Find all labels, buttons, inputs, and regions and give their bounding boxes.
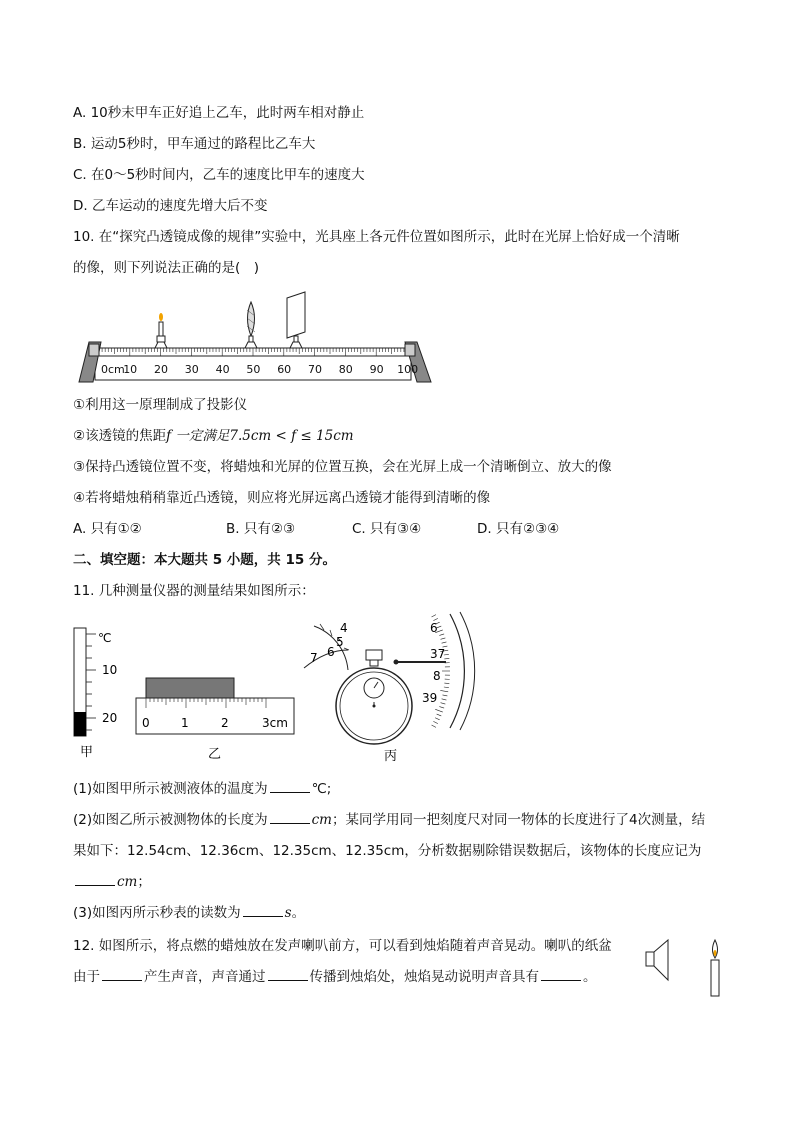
bench-tick-label: 10	[123, 363, 138, 376]
q11-sub2-blank[interactable]	[270, 811, 310, 824]
bench-tick-label: 100	[397, 363, 419, 376]
q10-stem-line2: 的像，则下列说法正确的是( )	[73, 260, 260, 276]
bench-tick-label: 50	[246, 363, 261, 376]
q10-option-b: B. 只有②③	[226, 521, 296, 537]
q12-line2-b: 产生声音，声音通过	[144, 969, 266, 985]
q12-line1: 12. 如图所示，将点燃的蜡烛放在发声喇叭前方，可以看到烛焰随着声音晃动。喇叭的纸盆	[73, 938, 612, 954]
q12-blank-2[interactable]	[268, 968, 308, 981]
q12-blank-1[interactable]	[102, 968, 142, 981]
q11-sub2-unit: cm	[311, 812, 332, 828]
stopwatch-big-37: 37	[430, 647, 446, 661]
stopwatch-big-39: 39	[422, 691, 438, 705]
q9-option-c: C. 在0～5秒时间内，乙车的速度比甲车的速度大	[73, 167, 365, 183]
q11-sub3	[73, 904, 305, 922]
bench-tick-label: 0cm	[101, 363, 125, 376]
section-2-heading: 二、填空题：本大题共 5 小题，共 15 分。	[73, 552, 336, 568]
stopwatch-big-6: 6	[430, 621, 438, 635]
q11-sub2-line3-unit: cm	[117, 874, 138, 890]
q10-option-a: A. 只有①②	[73, 521, 142, 537]
bench-tick-label: 60	[277, 363, 292, 376]
thermometer-tick-20: 20	[102, 711, 118, 725]
ruler-tick-0: 0	[142, 716, 150, 730]
q10-statement-3: ③保持凸透镜位置不变，将蜡烛和光屏的位置互换，会在光屏上成一个清晰倒立、放大的像	[73, 459, 612, 475]
stopwatch-small-6: 6	[327, 645, 335, 659]
q11-sub1-blank[interactable]	[270, 780, 310, 793]
q11-sub3-suffix: 。	[291, 905, 306, 921]
stopwatch-small-5: 5	[336, 635, 344, 649]
q11-sub3-unit: s	[284, 905, 292, 921]
q10-option-d: D. 只有②③④	[477, 521, 560, 537]
thermometer-tick-10: 10	[102, 663, 118, 677]
q11-sub3-prefix: (3)如图丙所示秒表的读数为	[73, 905, 241, 921]
q11-sub3-blank[interactable]	[243, 904, 283, 917]
q10-option-c: C. 只有③④	[352, 521, 422, 537]
bench-tick-label: 40	[215, 363, 230, 376]
q11-sub2-line3-suffix: ；	[137, 874, 151, 890]
q12-line2	[73, 968, 597, 986]
q11-sub1	[73, 780, 331, 798]
light-screen-icon	[287, 292, 305, 348]
q11-sub2-line3	[73, 873, 151, 891]
q12-line2-d: 。	[583, 969, 597, 985]
q9-option-a: A. 10秒末甲车正好追上乙车，此时两车相对静止	[73, 105, 365, 121]
thermometer-unit: ℃	[98, 631, 112, 645]
q11-stem: 11. 几种测量仪器的测量结果如图所示：	[73, 583, 315, 599]
q12-blank-3[interactable]	[541, 968, 581, 981]
bench-tick-label: 70	[308, 363, 322, 376]
candle-icon	[155, 313, 167, 348]
q10-statement-2	[73, 427, 354, 445]
q10-statement-4: ④若将蜡烛稍稍靠近凸透镜，则应将光屏远离凸透镜才能得到清晰的像	[73, 490, 491, 506]
q10-statement-2-prefix: ②该透镜的焦距	[73, 428, 167, 444]
thermometer-caption: 甲	[80, 745, 94, 760]
optical-bench-figure	[75, 290, 437, 386]
q12-line2-c: 传播到烛焰处，烛焰晃动说明声音具有	[309, 969, 539, 985]
q11-sub1-prefix: (1)如图甲所示被测液体的温度为	[73, 781, 268, 797]
convex-lens-icon	[245, 302, 257, 348]
stopwatch-figure	[300, 610, 476, 766]
q11-sub2-line3-blank[interactable]	[75, 873, 115, 886]
stopwatch-small-4: 4	[340, 621, 348, 635]
bench-tick-label: 30	[184, 363, 199, 376]
bench-tick-label: 90	[369, 363, 384, 376]
q11-sub2-line2: 果如下：12.54cm、12.36cm、12.35cm、12.35cm，分析数据剔除错误数据后，该物体的长度应记为	[73, 843, 702, 859]
ruler-tick-2: 2	[221, 716, 229, 730]
bench-tick-label: 20	[154, 363, 168, 376]
ruler-caption: 乙	[208, 747, 222, 762]
ruler-tick-3: 3cm	[262, 716, 288, 730]
q12-line2-a: 由于	[73, 969, 100, 985]
speaker-candle-figure	[640, 934, 730, 1000]
speaker-icon	[646, 940, 668, 980]
candle-flame-icon	[711, 940, 719, 996]
ruler-figure	[134, 676, 298, 766]
stopwatch-small-7: 7	[310, 651, 318, 665]
q10-statement-1: ①利用这一原理制成了投影仪	[73, 397, 248, 413]
q10-statement-2-math: f 一定满足7.5cm < f ≤ 15cm	[166, 428, 354, 444]
q11-sub2-prefix: (2)如图乙所示被测物体的长度为	[73, 812, 268, 828]
q11-sub2-suffix: ；某同学用同一把刻度尺对同一物体的长度进行了4次测量，结	[332, 812, 706, 828]
stopwatch-big-8: 8	[433, 669, 441, 683]
bench-tick-label: 80	[338, 363, 353, 376]
q9-option-b: B. 运动5秒时，甲车通过的路程比乙车大	[73, 136, 316, 152]
q10-stem-line1: 10. 在“探究凸透镜成像的规律”实验中，光具座上各元件位置如图所示，此时在光屏上恰好成一个清晰	[73, 229, 680, 245]
q9-option-d: D. 乙车运动的速度先增大后不变	[73, 198, 268, 214]
ruler-tick-1: 1	[181, 716, 189, 730]
q11-sub2	[73, 811, 705, 829]
stopwatch-caption: 丙	[384, 749, 398, 764]
thermometer-figure	[68, 620, 128, 760]
q11-sub1-suffix: ℃;	[311, 781, 332, 797]
